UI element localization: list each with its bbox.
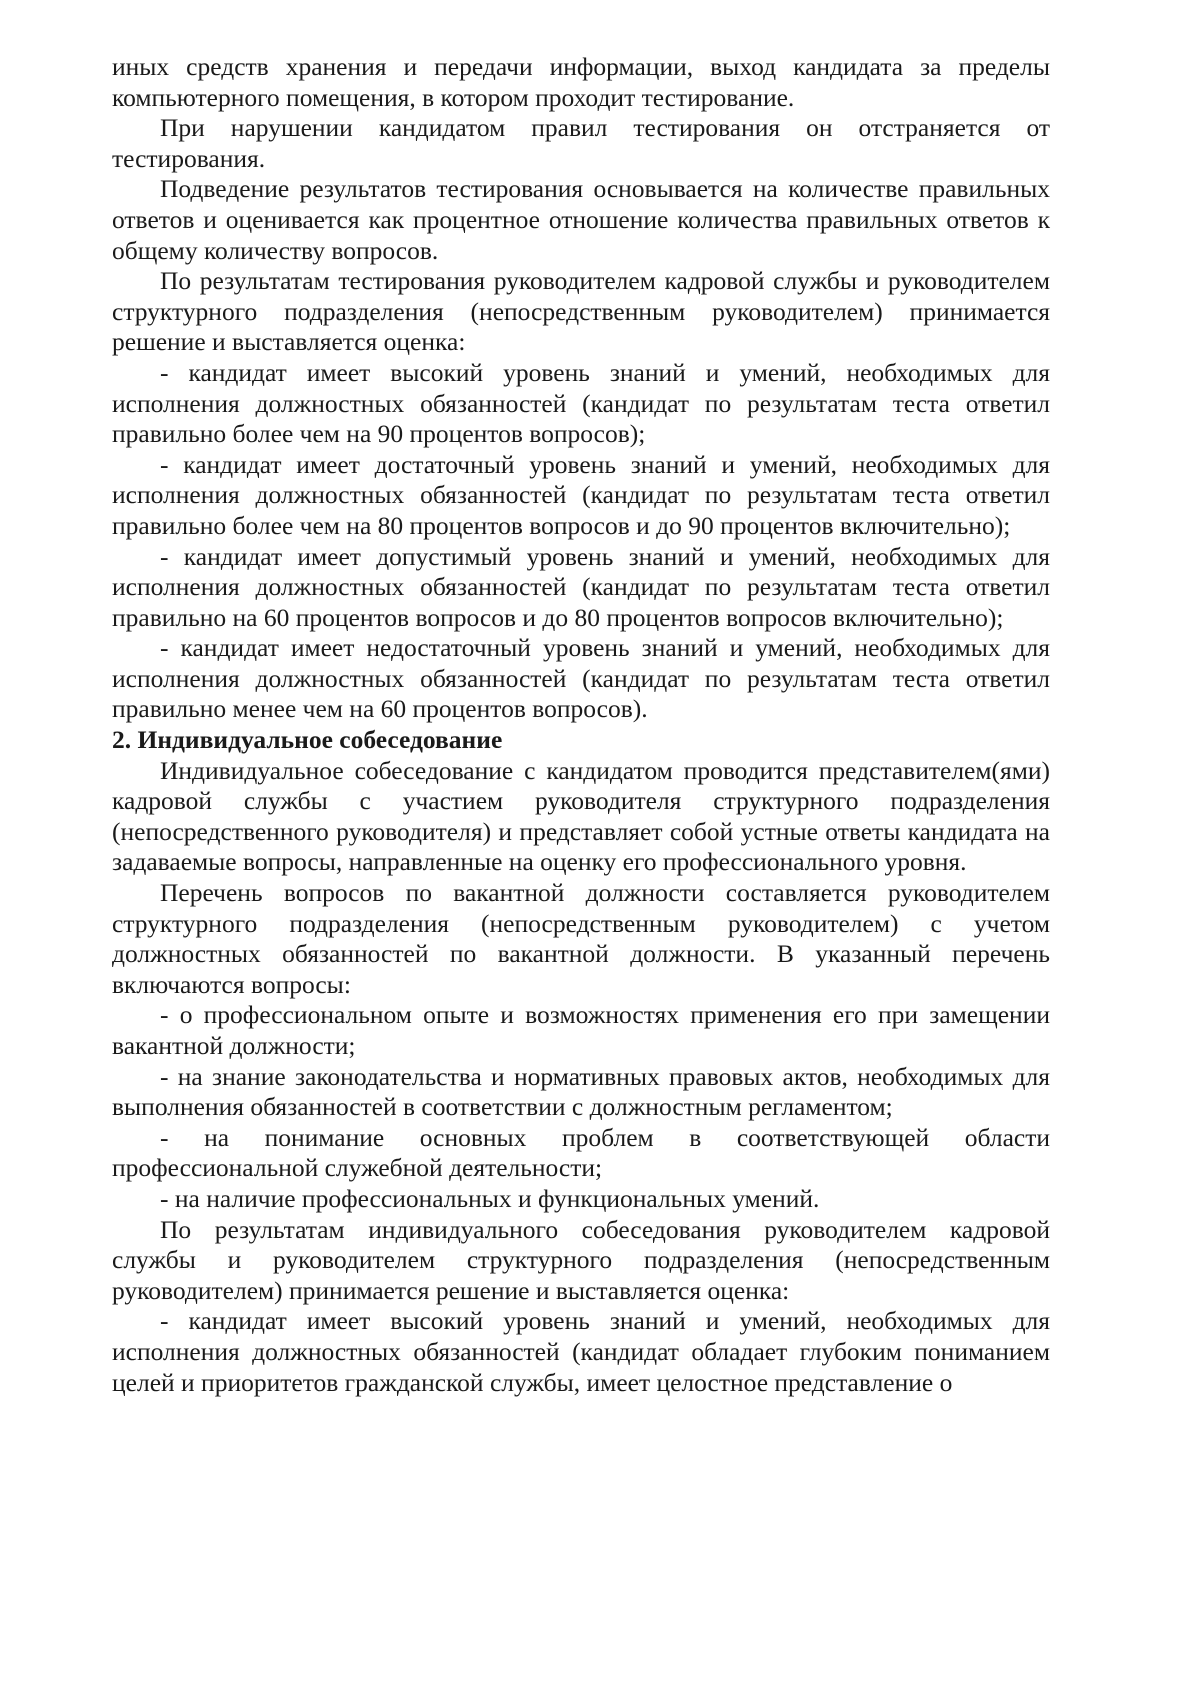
paragraph-rule-violation: При нарушении кандидатом правил тестирования он отстраняется от тестирования. <box>112 113 1050 173</box>
list-item-test-insufficient: - кандидат имеет недостаточный уровень знаний и умений, необходимых для исполнения должностных обязанностей (кандидат по результатам теста ответил правильно менее чем на 60 процентов вопросов). <box>112 633 1050 724</box>
paragraph-interview-decision: По результатам индивидуального собеседования руководителем кадровой службы и руководителем структурного подразделения (непосредственным руководителем) принимается решение и выставляется оценка: <box>112 1214 1050 1305</box>
list-item-test-acceptable: - кандидат имеет допустимый уровень знаний и умений, необходимых для исполнения должностных обязанностей (кандидат по результатам теста ответил правильно на 60 процентов вопросов и до 80 процентов вопросов включительно); <box>112 541 1050 632</box>
paragraph-test-decision: По результатам тестирования руководителем кадровой службы и руководителем структурного подразделения (непосредственным руководителем) принимается решение и выставляется оценка: <box>112 266 1050 357</box>
list-item-question-legislation: - на знание законодательства и нормативных правовых актов, необходимых для выполнения обязанностей в соответствии с должностным регламентом; <box>112 1061 1050 1122</box>
document-body <box>112 52 1050 1398</box>
list-item-test-high: - кандидат имеет высокий уровень знаний и умений, необходимых для исполнения должностных обязанностей (кандидат по результатам теста ответил правильно более чем на 90 процентов вопросов); <box>112 357 1050 449</box>
list-item-question-experience: - о профессиональном опыте и возможностях применения его при замещении вакантной должности; <box>112 1000 1050 1060</box>
paragraph-question-list: Перечень вопросов по вакантной должности составляется руководителем структурного подразделения (непосредственным руководителем) с учетом должностных обязанностей по вакантной должности. В указанный перечень включаются вопросы: <box>112 878 1050 999</box>
paragraph-interview-definition: Индивидуальное собеседование с кандидатом проводится представителем(ями) кадровой службы с участием руководителя структурного подразделения (непосредственного руководителя) и представляет собой устные ответы кандидата на задаваемые вопросы, направленные на оценку его профессионального уровня. <box>112 755 1050 877</box>
paragraph-results-basis: Подведение результатов тестирования основывается на количестве правильных ответов и оценивается как процентное отношение количества правильных ответов к общему количеству вопросов. <box>112 174 1050 265</box>
list-item-question-problems: - на понимание основных проблем в соответствующей области профессиональной служебной деятельности; <box>112 1122 1050 1183</box>
list-item-test-sufficient: - кандидат имеет достаточный уровень знаний и умений, необходимых для исполнения должностных обязанностей (кандидат по результатам теста ответил правильно более чем на 80 процентов вопросов и до 90 процентов включительно); <box>112 449 1050 540</box>
section-heading-interview: 2. Индивидуальное собеседование <box>112 725 503 755</box>
list-item-question-skills: - на наличие профессиональных и функциональных умений. <box>160 1183 820 1213</box>
list-item-interview-high: - кандидат имеет высокий уровень знаний и умений, необходимых для исполнения должностных обязанностей (кандидат обладает глубоким пониманием целей и приоритетов гражданской службы, имеет целостное представление о <box>112 1306 1050 1397</box>
paragraph-storage-means: иных средств хранения и передачи информации, выход кандидата за пределы компьютерного помещения, в котором проходит тестирование. <box>112 52 1050 112</box>
